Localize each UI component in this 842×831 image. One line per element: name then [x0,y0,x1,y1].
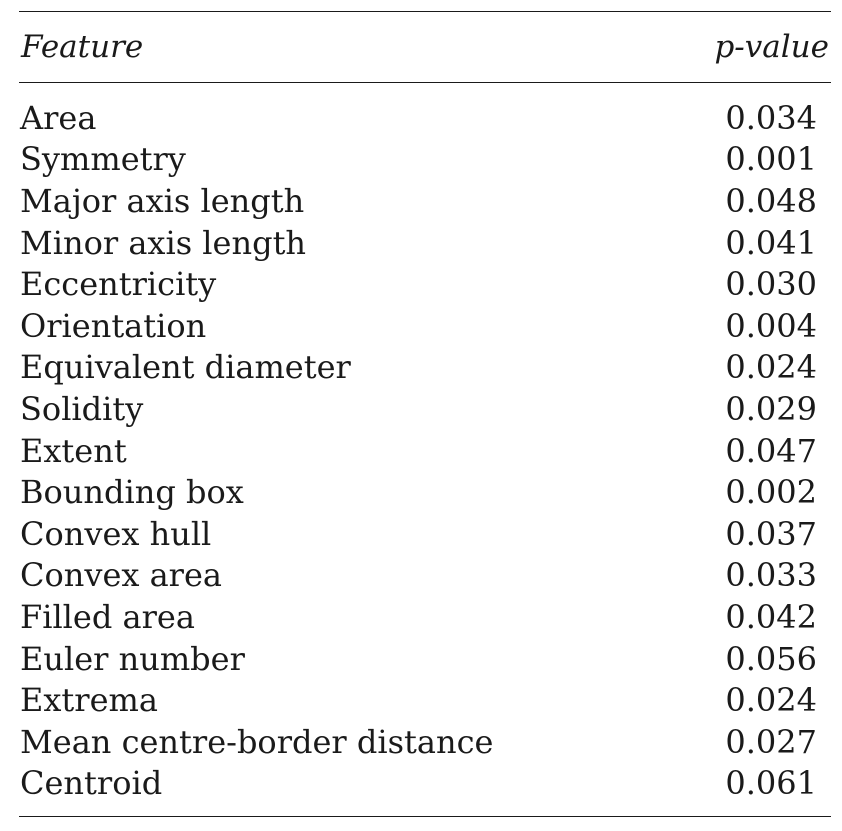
table-row [19,721,831,763]
header-pvalue: p-value [714,29,829,65]
feature-cell: Equivalent diameter [20,348,351,387]
feature-cell: Filled area [20,597,195,636]
table-row [19,596,831,638]
pvalue-cell: 0.042 [725,597,817,636]
pvalue-cell: 0.047 [725,431,817,470]
feature-cell: Orientation [20,306,207,345]
feature-cell: Minor axis length [20,223,307,262]
feature-cell: Mean centre-border distance [20,722,494,761]
pvalue-cell: 0.002 [725,473,817,512]
pvalue-cell: 0.001 [725,140,817,179]
table-row [19,679,831,721]
table-row [19,513,831,555]
feature-cell: Eccentricity [20,265,217,304]
feature-cell: Extrema [20,681,158,720]
pvalue-cell: 0.034 [725,98,817,137]
table-row [19,555,831,597]
feature-cell: Solidity [20,389,144,428]
pvalue-cell: 0.004 [725,306,817,345]
table-body [19,83,831,816]
table-row [19,763,831,805]
pvalue-cell: 0.030 [725,265,817,304]
pvalue-cell: 0.041 [725,223,817,262]
table-row [19,430,831,472]
feature-cell: Extent [20,431,127,470]
table-row [19,139,831,181]
pvalue-cell: 0.056 [725,639,817,678]
table-header [19,12,831,82]
table-row [19,638,831,680]
pvalue-cell: 0.037 [725,514,817,553]
table-row [19,471,831,513]
table-row [19,180,831,222]
feature-pvalue-table [19,11,831,817]
feature-cell: Major axis length [20,181,305,220]
pvalue-cell: 0.033 [725,556,817,595]
table-row [19,263,831,305]
pvalue-cell: 0.024 [725,681,817,720]
pvalue-cell: 0.027 [725,722,817,761]
feature-cell: Convex hull [20,514,212,553]
feature-cell: Centroid [20,764,163,803]
table-row [19,97,831,139]
pvalue-cell: 0.024 [725,348,817,387]
pvalue-cell: 0.048 [725,181,817,220]
table-row [19,347,831,389]
table-row [19,388,831,430]
table-row [19,305,831,347]
feature-cell: Area [20,98,97,137]
pvalue-cell: 0.029 [725,389,817,428]
feature-cell: Bounding box [20,473,244,512]
pvalue-cell: 0.061 [725,764,817,803]
table-row [19,222,831,264]
bottom-rule [19,816,831,817]
feature-cell: Symmetry [20,140,186,179]
header-feature: Feature [21,29,144,65]
feature-cell: Convex area [20,556,222,595]
feature-cell: Euler number [20,639,245,678]
